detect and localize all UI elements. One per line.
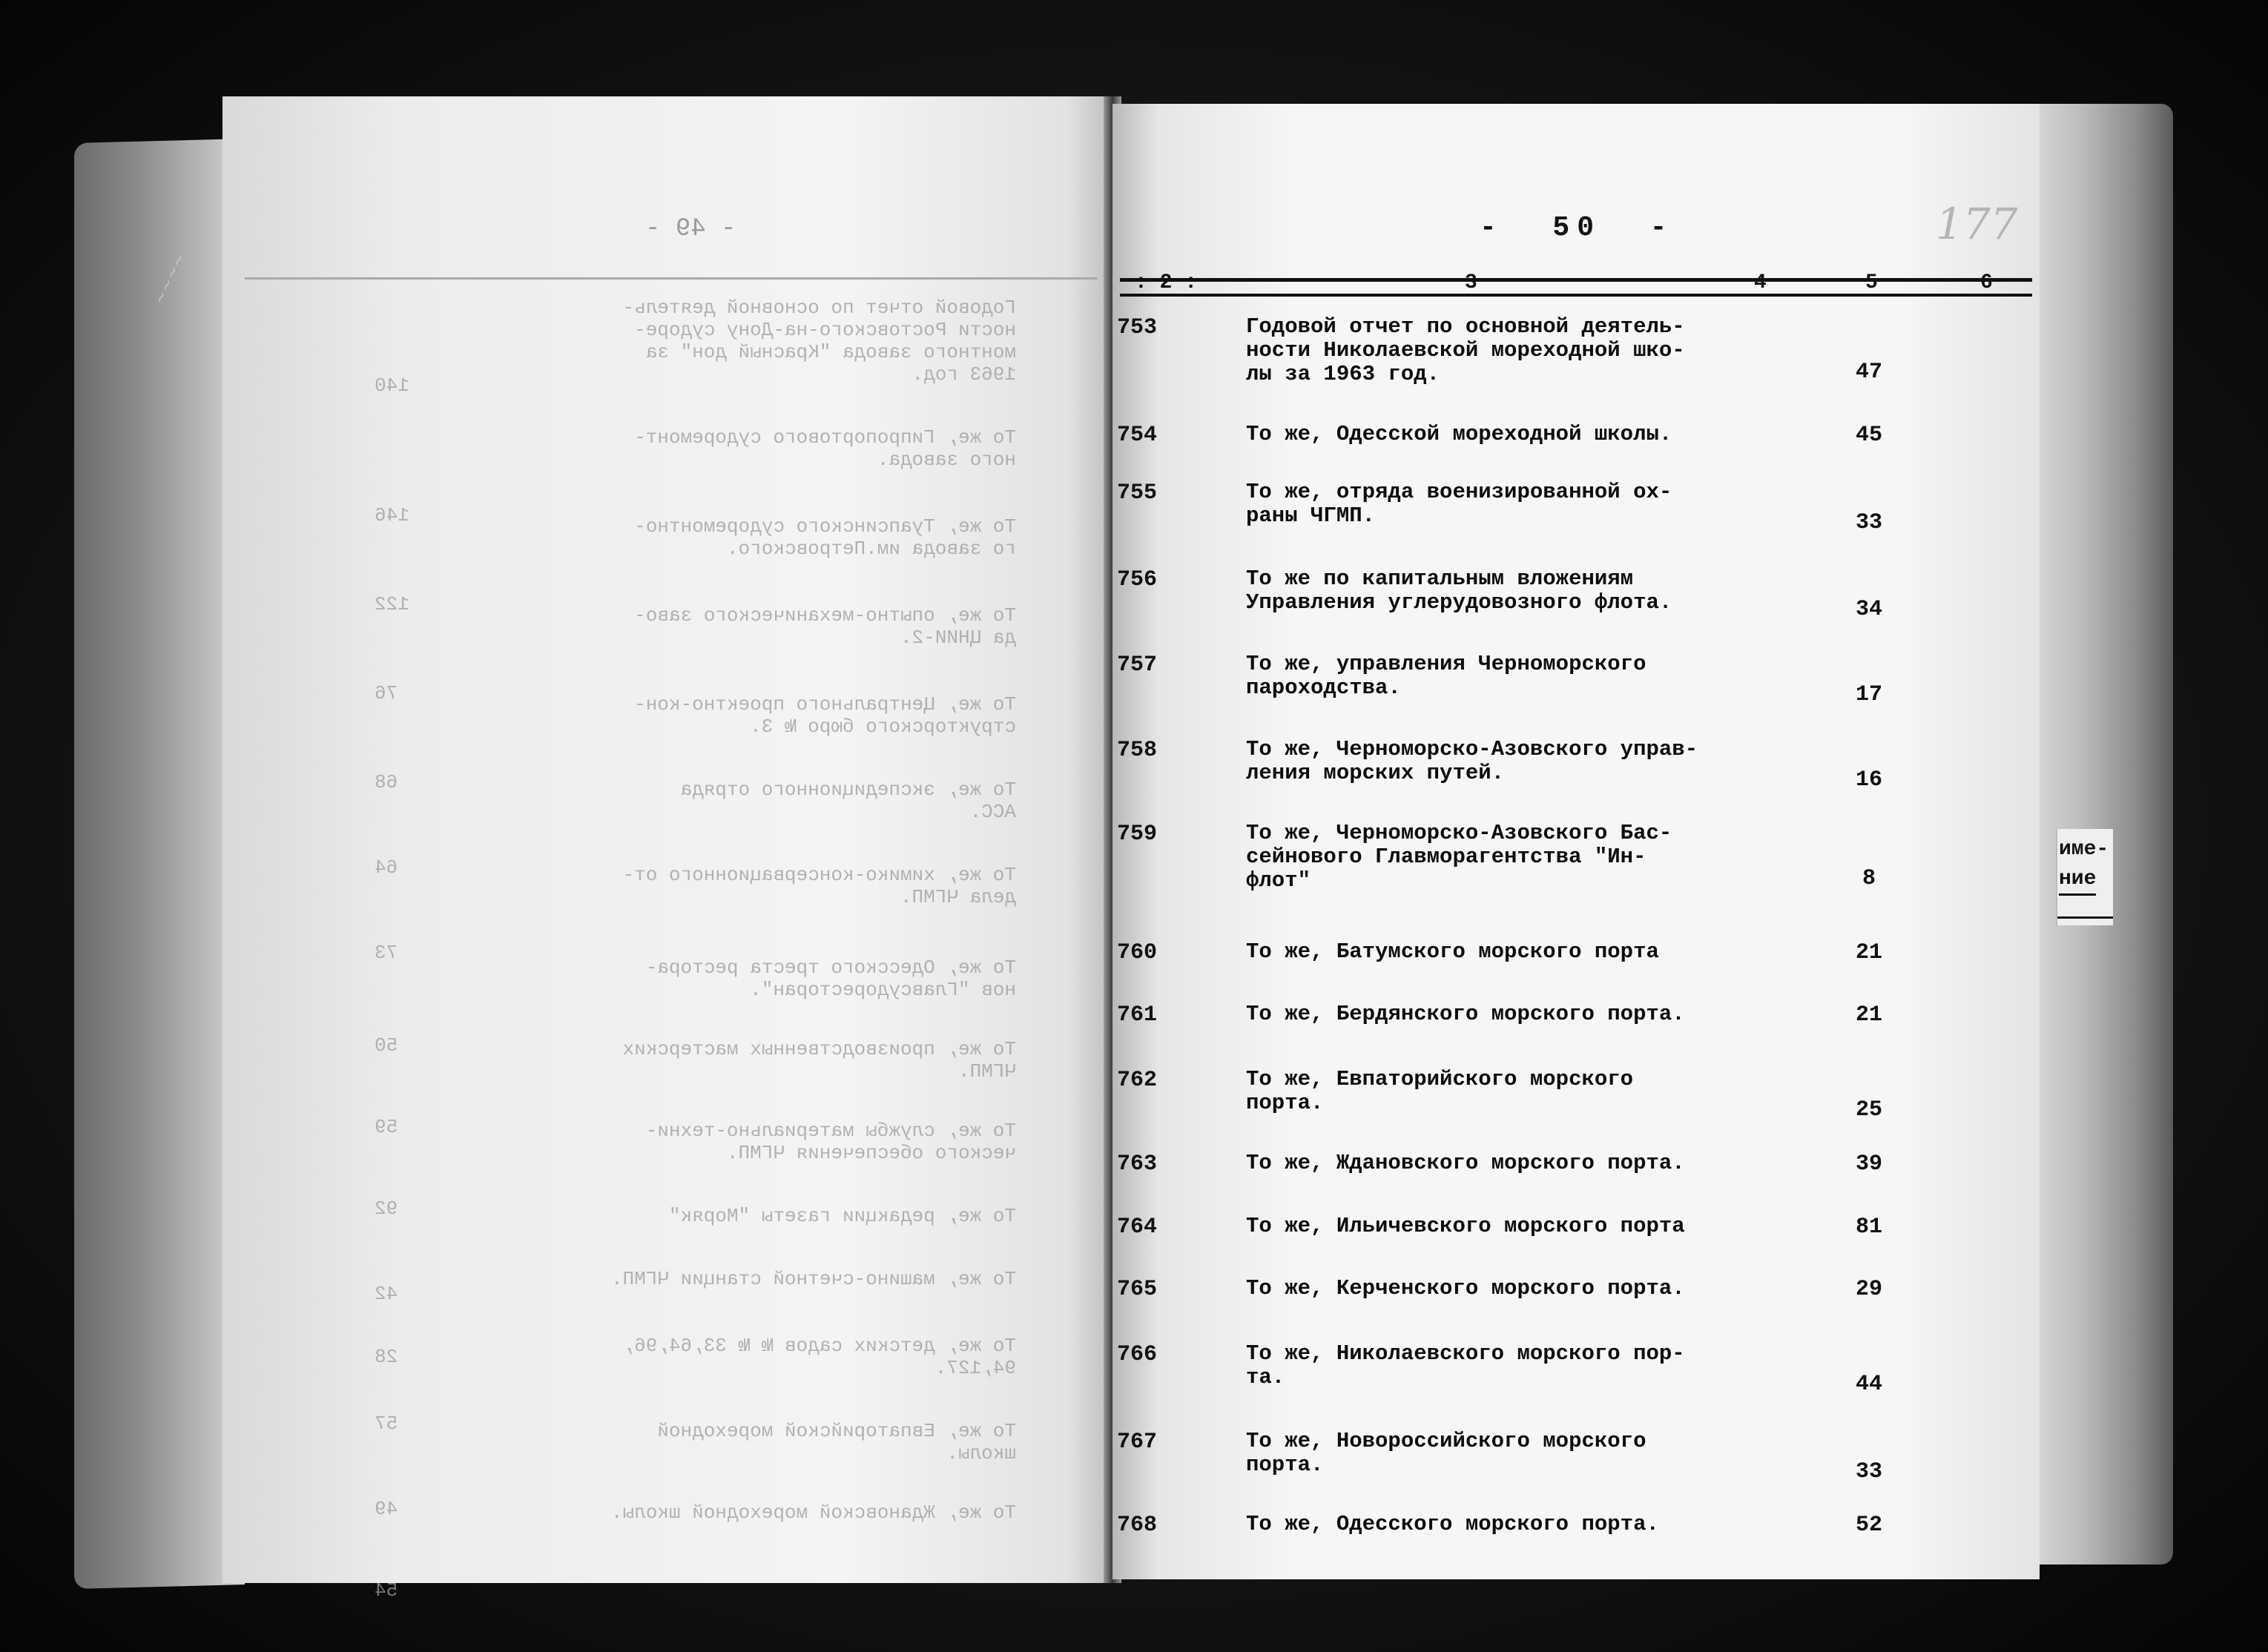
row-title: То же, Евпаторийского морского порта. [1246, 1067, 1634, 1115]
left-page-header-rule [245, 277, 1098, 280]
row-page-count: 33 [1855, 510, 1882, 535]
row-page-count: 17 [1855, 682, 1882, 707]
ghost-entry-text: То же, редакции газеты "Моряк" [668, 1205, 1016, 1227]
row-number: 756 [1116, 567, 1157, 592]
ghost-entry-pages: 64 [375, 856, 398, 879]
row-page-count: 21 [1855, 1002, 1882, 1028]
row-number: 766 [1116, 1342, 1157, 1367]
row-number: 755 [1116, 480, 1157, 506]
ghost-entry-text: То же, Одесского треста рестора- нов "Главсудоресторан". [645, 956, 1016, 1001]
ghost-entry-text: То же, Евпаторийской мореходной школы. [657, 1420, 1016, 1464]
row-title: То же, Батумского морского порта [1246, 939, 1659, 964]
row-number: 762 [1116, 1068, 1157, 1093]
row-title: То же, Ильичевского морского порта [1246, 1214, 1685, 1238]
ghost-entry-text: То же, службы материально-техни- ческого обеспечения ЧГМП. [645, 1120, 1016, 1164]
table-header-rule [1120, 278, 2032, 282]
row-page-count: 52 [1855, 1513, 1882, 1538]
tab-fragment-line2: ние [2059, 868, 2096, 896]
ghost-entry-pages: 146 [375, 504, 409, 526]
ghost-entry-text: То же, производственных мастерских ЧГМП. [622, 1038, 1016, 1083]
ghost-entry-pages: 49 [375, 1498, 398, 1520]
row-page-count: 8 [1862, 866, 1876, 891]
row-page-count: 47 [1855, 360, 1882, 385]
ghost-entry-pages: 50 [375, 1034, 398, 1057]
row-page-count: 21 [1855, 940, 1882, 965]
row-number: 763 [1116, 1152, 1157, 1177]
column-number-3: 3 [1465, 271, 1477, 294]
ghost-entry-text: То же, Туапсинского судоремонтно- го завода им.Петровского. [634, 515, 1016, 560]
row-number: 767 [1116, 1430, 1157, 1455]
book-page-stack-left [74, 139, 245, 1589]
row-title: То же, Новороссийского морского порта. [1246, 1429, 1646, 1477]
column-number-2: : 2 : [1135, 271, 1198, 294]
ghost-entry-text: То же, Центрального проектно-кон- структорского бюро № 3. [634, 693, 1016, 738]
row-number: 760 [1116, 940, 1157, 965]
row-page-count: 45 [1855, 423, 1882, 448]
row-page-count: 16 [1855, 767, 1882, 793]
ghost-entry-text: То же, Гипропортового судоремонт- ного завода. [634, 426, 1016, 471]
row-number: 761 [1116, 1002, 1157, 1028]
row-title: То же по капитальным вложениям Управления углерудовозного флота. [1246, 566, 1672, 615]
tab-fragment-rule [2057, 916, 2113, 919]
row-title: То же, Николаевского морского пор- та. [1246, 1341, 1685, 1390]
row-number: 765 [1116, 1277, 1157, 1302]
row-page-count: 25 [1855, 1097, 1882, 1123]
ghost-entry-text: То же, машино-счетной станции ЧГМП. [610, 1268, 1016, 1290]
row-page-count: 29 [1855, 1277, 1882, 1302]
row-number: 753 [1116, 315, 1157, 340]
row-number: 759 [1116, 822, 1157, 847]
row-number: 758 [1116, 738, 1157, 763]
ghost-entry-text: То же, химико-консервационного от- дела ЧГМП. [622, 864, 1016, 908]
row-number: 764 [1116, 1215, 1157, 1240]
column-number-6: 6 [1980, 271, 1993, 294]
next-page-tab-fragment [2056, 829, 2113, 925]
ghost-entry-pages: 59 [375, 1116, 398, 1138]
row-title: То же, управления Черноморского пароходства. [1246, 652, 1646, 700]
ghost-entry-text: То же, Ждановской мореходной школы. [610, 1501, 1016, 1524]
ghost-entry-pages: 92 [375, 1197, 398, 1220]
ghost-entry-pages: 122 [375, 593, 409, 615]
row-title: То же, отряда военизированной ох- раны ЧГМП. [1246, 480, 1672, 528]
ghost-entry-pages: 57 [375, 1413, 398, 1435]
row-page-count: 33 [1855, 1459, 1882, 1484]
ghost-entry-pages: 68 [375, 771, 398, 793]
ghost-entry-pages: 76 [375, 682, 398, 704]
row-page-count: 44 [1855, 1372, 1882, 1397]
ghost-entry-text: То же, детских садов № № 33,64,96, 94,127. [622, 1335, 1016, 1379]
row-page-count: 34 [1855, 597, 1882, 622]
ghost-entry-text: То же, опытно-механического заво- да ЦНИИ-2. [634, 604, 1016, 649]
ghost-entry-pages: 42 [375, 1283, 398, 1305]
row-title: То же, Черноморско-Азовского управ- ления морских путей. [1246, 737, 1698, 785]
ghost-entry-pages: 73 [375, 942, 398, 964]
column-number-5: 5 [1865, 271, 1878, 294]
ghost-entry-pages: 54 [375, 1579, 398, 1602]
row-title: То же, Керченского морского порта. [1246, 1276, 1685, 1301]
column-number-4: 4 [1754, 271, 1767, 294]
row-title: То же, Черноморско-Азовского Бас- сейнового Главморагентства "Ин- флот" [1246, 821, 1672, 893]
page-number: - 50 - [1480, 212, 1675, 244]
ghost-entry-text: То же, экспедиционного отряда АСС. [680, 779, 1016, 823]
table-header-rule-bottom [1120, 294, 2032, 297]
folio-pencil-mark: 177 [1936, 199, 2018, 249]
row-number: 754 [1116, 423, 1157, 448]
row-title: Годовой отчет по основной деятель- ности Николаевской мореходной шко- лы за 1963 год. [1246, 314, 1685, 386]
left-page-number: - 49 - [645, 215, 736, 243]
row-page-count: 81 [1855, 1215, 1882, 1240]
ghost-entry-text: Годовой отчет по основной деятель- ности Ростовского-на-Дону судоре- монтного завода "Красный дон" за 1963 год. [622, 297, 1016, 386]
handwritten-note: ~~~~ [150, 250, 191, 308]
row-number: 757 [1116, 652, 1157, 678]
row-number: 768 [1116, 1513, 1157, 1538]
row-title: То же, Бердянского морского порта. [1246, 1002, 1685, 1026]
tab-fragment-line1: име- [2059, 838, 2109, 861]
row-title: То же, Одесской мореходной школы. [1246, 422, 1672, 446]
row-page-count: 39 [1855, 1152, 1882, 1177]
ghost-entry-pages: 28 [375, 1346, 398, 1368]
row-title: То же, Одесского морского порта. [1246, 1512, 1659, 1536]
row-title: То же, Ждановского морского порта. [1246, 1151, 1685, 1175]
ghost-entry-pages: 140 [375, 374, 409, 397]
